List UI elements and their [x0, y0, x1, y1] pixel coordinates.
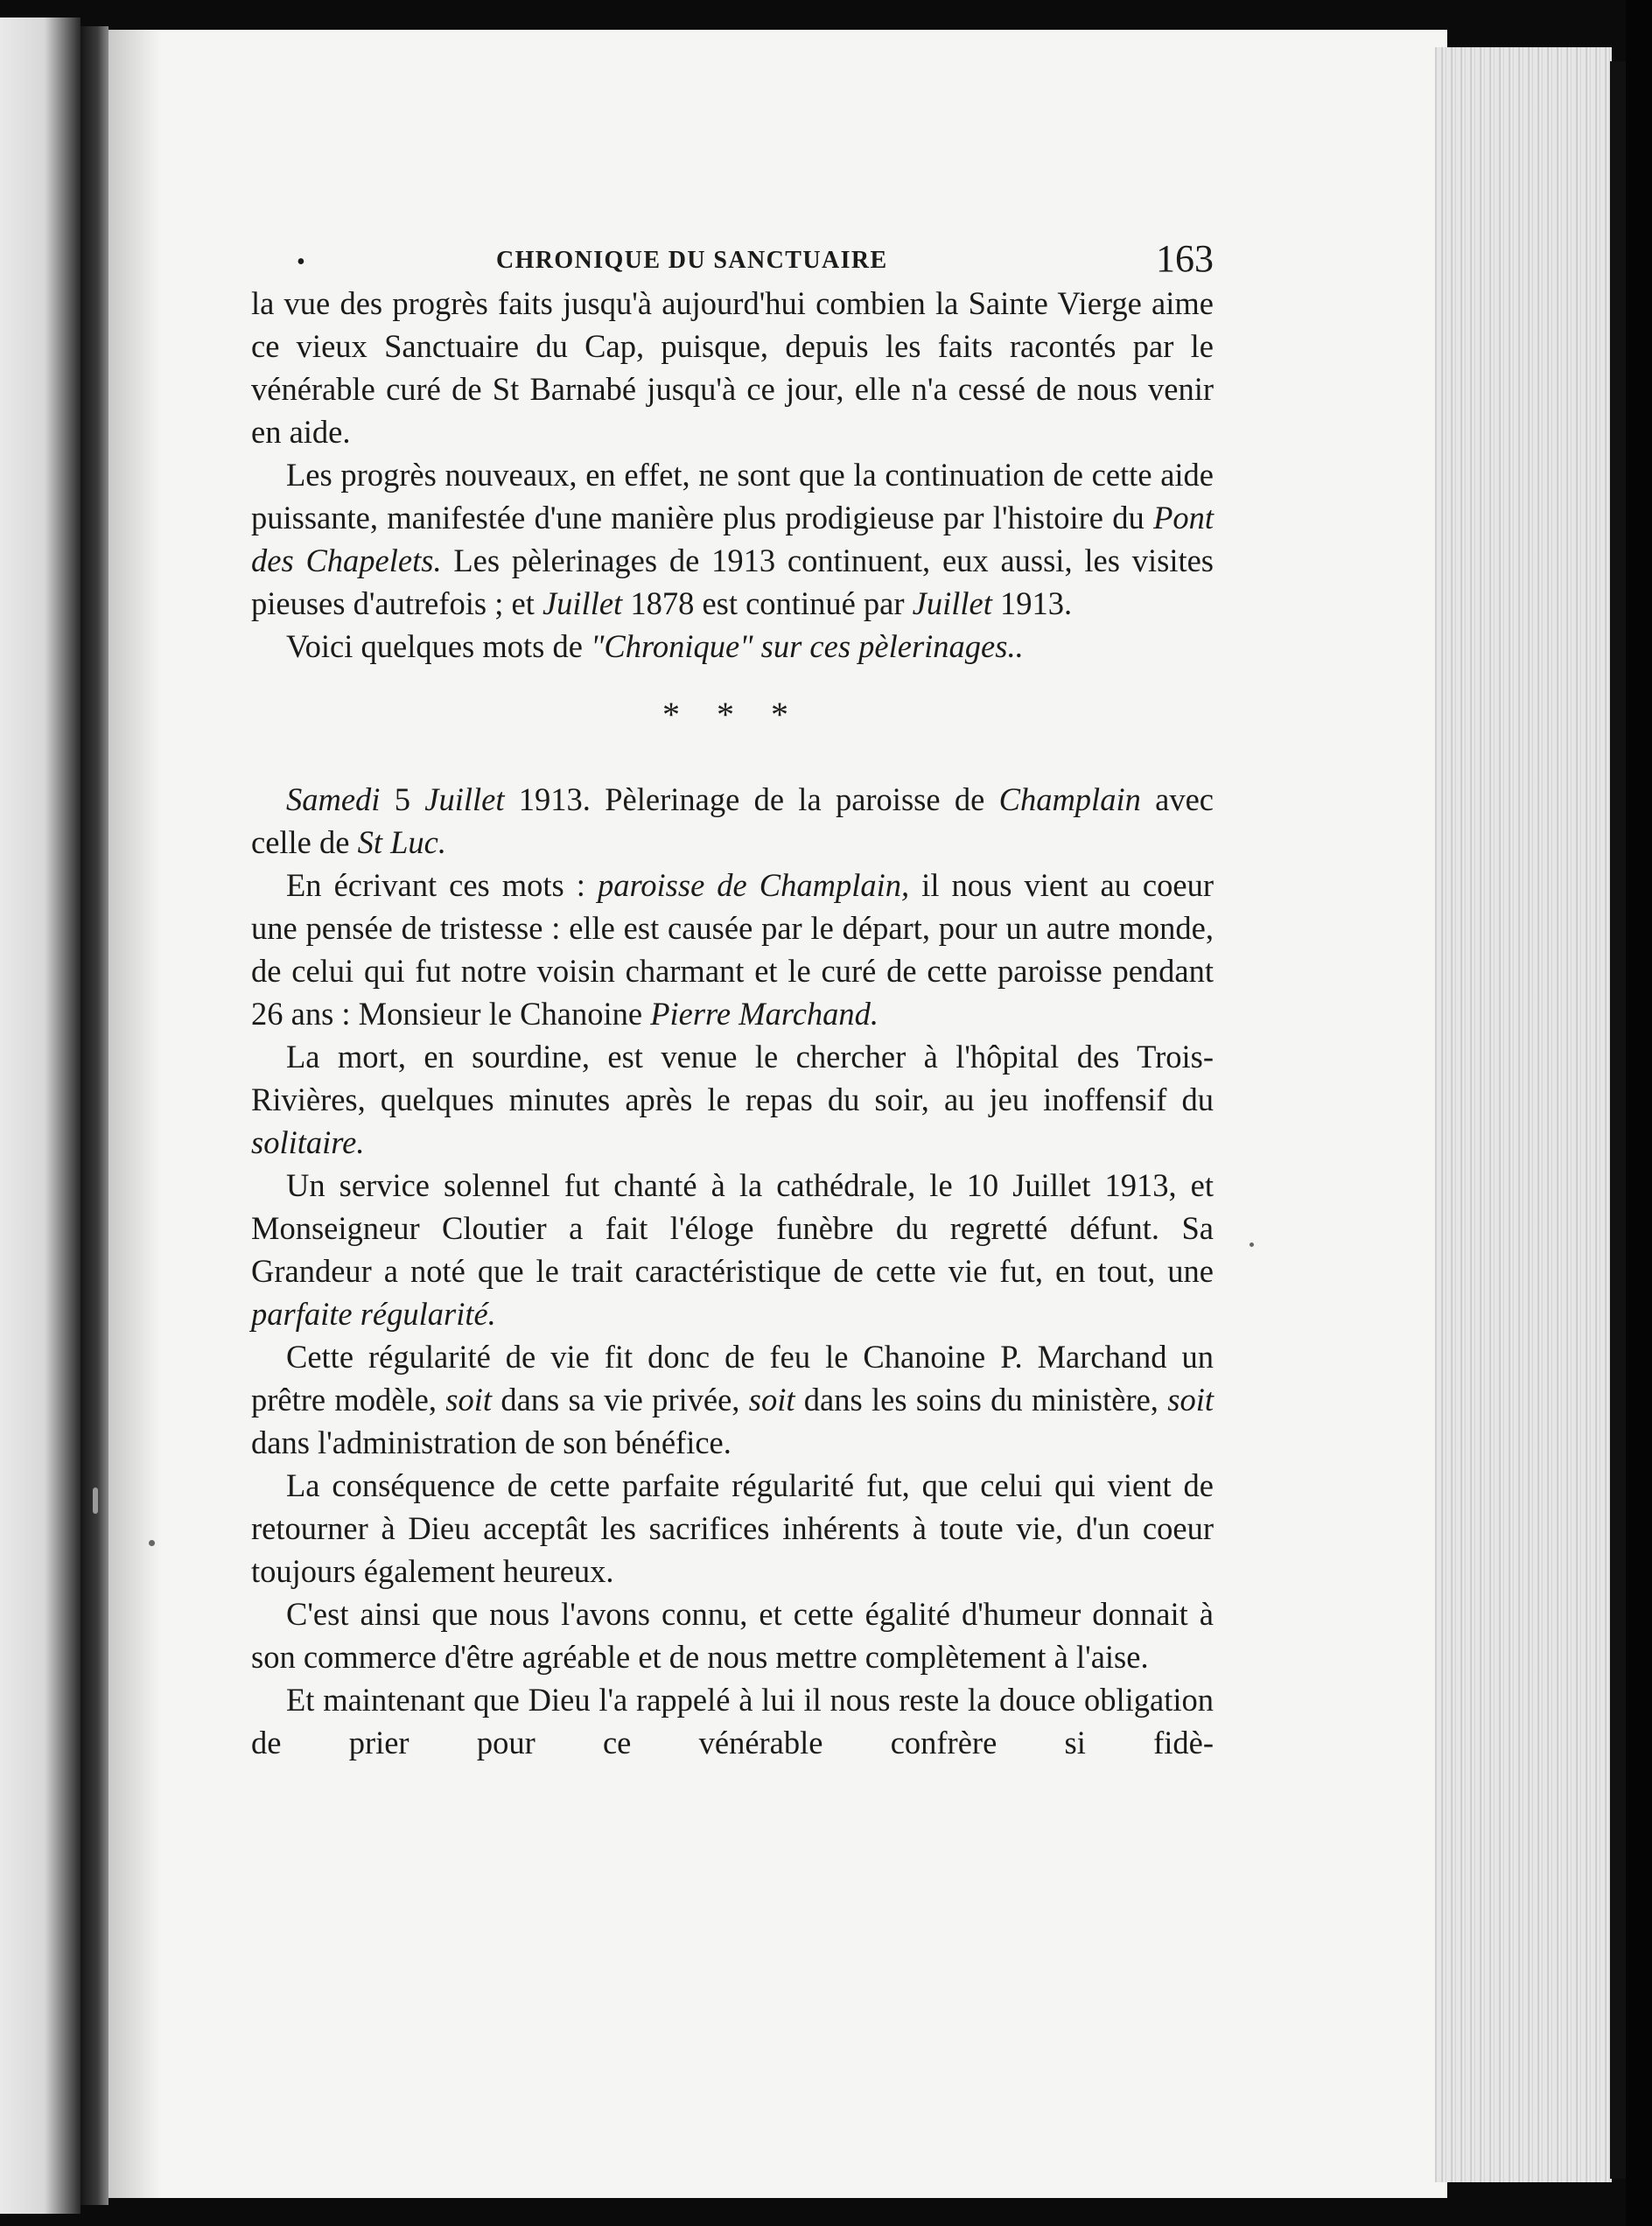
italic-text: soit [1167, 1382, 1214, 1418]
paragraph [251, 282, 1214, 453]
paragraph-text: C'est ainsi que nous l'avons connu, et cette égalité d'humeur donnait à son commerce d'être agréable et de nous mettre complètement à l'aise. [251, 1596, 1214, 1675]
paragraph-text: 5 [380, 781, 425, 817]
paragraph-text: 1913. Pèlerinage de la paroisse de [504, 781, 999, 817]
italic-text: parfaite régularité. [251, 1296, 496, 1332]
paper-mark [93, 1488, 98, 1514]
paragraph [251, 625, 1214, 668]
italic-text: solitaire. [251, 1124, 365, 1160]
paragraph [251, 1464, 1214, 1592]
italic-text: Juillet [424, 781, 505, 817]
paragraph-text: il nous vient au coeur une pensée de tristesse : elle est causée par le départ, pour un autre monde, de celui qui fut notre voisin charmant et le curé de cette paroisse pendant 26 ans : Monsieur le Chanoine [251, 867, 1214, 1032]
page-edges [1435, 47, 1612, 2182]
paragraph [251, 453, 1214, 625]
italic-text: Juillet [542, 585, 623, 621]
header-dot: • [297, 248, 305, 276]
paragraph [251, 1164, 1214, 1335]
paragraph-text: dans sa vie privée, [492, 1382, 749, 1418]
paragraph-text: En écrivant ces mots : [286, 867, 598, 903]
page-number: 163 [1156, 237, 1214, 280]
paragraph [251, 1592, 1214, 1678]
paragraph-text: La mort, en sourdine, est venue le chercher à l'hôpital des Trois-Rivières, quelques minutes après le repas du soir, au jeu inoffensif du [251, 1039, 1214, 1117]
paragraph-text: dans l'administration de son bénéfice. [251, 1424, 732, 1460]
paragraph [251, 864, 1214, 1035]
paragraph-text: Les pèlerinages de 1913 continuent, eux aussi, les visites pieuses d'autrefois ; et [251, 542, 1214, 621]
paragraph [251, 1335, 1214, 1464]
book-gutter [80, 26, 108, 2205]
paragraph [251, 1678, 1214, 1764]
scan-border-far-right [1626, 0, 1652, 2226]
page-text [251, 236, 1214, 1764]
italic-text: soit [445, 1382, 493, 1418]
paragraph-text: Un service solennel fut chanté à la cathédrale, le 10 Juillet 1913, et Monseigneur Cloutier a fait l'éloge funèbre du regretté défunt. Sa Grandeur a noté que le trait caractéristique de cette vie fut, en tout, une [251, 1167, 1214, 1289]
dust-speck [1250, 1242, 1254, 1247]
paragraph [251, 1035, 1214, 1164]
italic-text: St Luc. [357, 824, 446, 860]
italic-text: Champlain [998, 781, 1141, 817]
left-page-edge [0, 18, 80, 2214]
paragraph-text: la vue des progrès faits jusqu'à aujourd'hui combien la Sainte Vierge aime ce vieux Sanctuaire du Cap, puisque, depuis les faits racontés par le vénérable curé de St Barnabé jusqu'à ce jour, elle n'a cessé de nous venir en aide. [251, 285, 1214, 450]
running-title: CHRONIQUE DU SANCTUAIRE [496, 247, 888, 274]
paragraph-text: Cette régularité de vie fit donc de feu le Chanoine P. Marchand un prêtre modèle, [251, 1339, 1214, 1418]
italic-text: Juillet [912, 585, 992, 621]
paragraph-text: Voici quelques mots de [286, 628, 592, 664]
italic-text: Pont des Chapelets. [251, 500, 1214, 578]
paragraph-text: Et maintenant que Dieu l'a rappelé à lui il nous reste la douce obligation de prier pour ce vénérable confrère si fidè- [251, 1682, 1214, 1760]
paragraph-text: 1878 est continué par [622, 585, 913, 621]
running-header [251, 236, 1214, 282]
paragraph-text: La conséquence de cette parfaite régularité fut, que celui qui vient de retourner à Dieu acceptât les sacrifices inhérents à toute vie, d'un coeur toujours également heureux. [251, 1467, 1214, 1589]
italic-text: paroisse de Champlain, [597, 867, 910, 903]
italic-text: "Chronique" sur ces pèlerinages.. [591, 628, 1024, 664]
dust-speck [149, 1540, 155, 1546]
paragraph-text: 1913. [991, 585, 1073, 621]
paragraph-text: avec celle de [251, 781, 1214, 860]
italic-text: Pierre Marchand. [650, 996, 879, 1032]
paragraph-text: Les progrès nouveaux, en effet, ne sont que la continuation de cette aide puissante, manifestée d'une manière plus prodigieuse par l'histoire du [251, 457, 1214, 536]
paragraph-text: dans les soins du ministère, [794, 1382, 1168, 1418]
italic-text: Samedi [286, 781, 381, 817]
section-separator: * * * [662, 695, 802, 734]
italic-text: soit [748, 1382, 795, 1418]
page-shadow [108, 30, 161, 2198]
paragraph [251, 778, 1214, 864]
